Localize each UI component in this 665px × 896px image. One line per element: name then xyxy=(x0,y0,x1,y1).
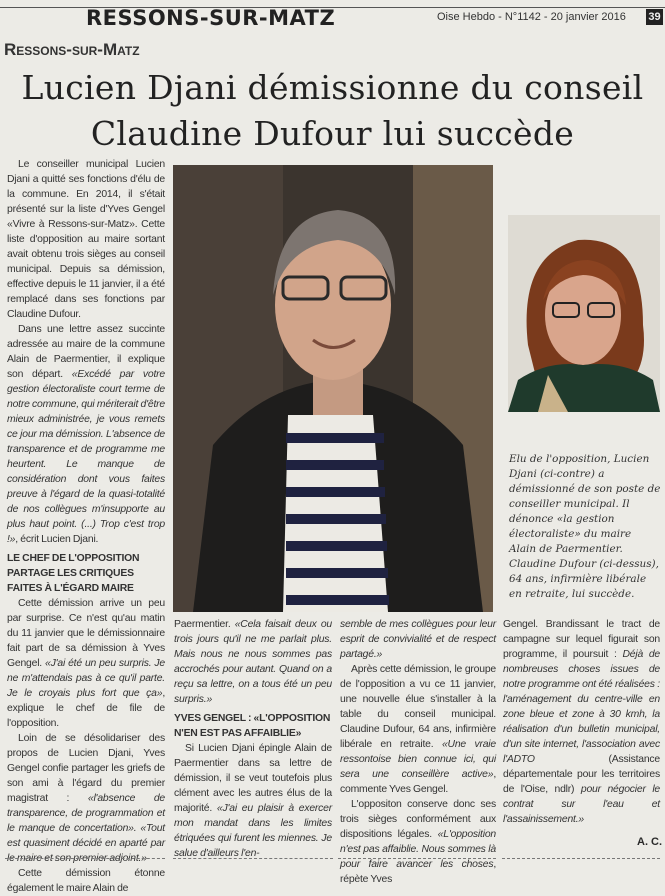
article-paragraph xyxy=(340,662,496,797)
quote-text: pour négocier le contrat sur l'eau et l'assainissement.» xyxy=(503,784,661,825)
section-title: RESSONS-SUR-MATZ xyxy=(86,6,336,30)
article-column-4 xyxy=(503,617,660,827)
article-paragraph xyxy=(7,157,165,322)
body-text: , répète Yves xyxy=(340,859,496,885)
quote-text: «Excédé par votre gestion électoraliste court terme de notre commune, qui mériterait d'être mieux administrée, je vous remets ce jour ma démission. L'absence de transparence et de programme me heurtent. Le manque de considération dont vous faites preuve à l'égard de la quasi-totalité de nos collègues m'insupporte au plus haut point. (...) Trop c'est trop !» xyxy=(7,369,165,545)
body-text: (Assistance départementale pour les territoires de l'Oise, ndlr) xyxy=(503,754,660,795)
column-divider xyxy=(338,858,496,859)
body-text: Loin de se désolidariser des propos de Lucien Djani, Yves Gengel confie partager les griefs de son ami à l'égard du premier magistrat : xyxy=(7,733,165,804)
quote-text: «Une vraie ressontoise bien connue ici, qui sera une conseillère active» xyxy=(340,739,496,780)
headline-line-1: Lucien Djani démissionne du conseil xyxy=(21,68,644,107)
column-divider xyxy=(173,858,333,859)
body-text: , commente Yves Gengel. xyxy=(340,769,496,795)
article-paragraph xyxy=(174,617,332,707)
photo-lucien-djani xyxy=(173,165,493,612)
article-paragraph xyxy=(503,617,660,827)
body-text: Après cette démission, le groupe de l'opposition a vu ce 11 janvier, une nouvelle élue s'installer à la table du conseil municipal. Claudine Dufour, 64 ans, infirmière libérale en retraite. xyxy=(340,664,496,750)
article-paragraph xyxy=(340,617,496,662)
quote-text: «Cela faisait deux ou trois jours qu'il ne me parlait plus. Mais nous ne nous sommes pas accrochés pour autant. Quand on a reçu sa lettre, on a tous été un peu surpris.» xyxy=(174,619,332,705)
article-paragraph xyxy=(340,797,496,887)
article-paragraph xyxy=(7,731,165,866)
body-text: Cette démission étonne également le maire Alain de xyxy=(7,868,165,894)
headline-line-2: Claudine Dufour lui succède xyxy=(90,114,575,153)
body-text: , explique le chef de file de l'opposition. xyxy=(7,688,165,729)
body-text: Le conseiller municipal Lucien Djani a quitté ses fonctions d'élu de la commune. En 2014, il s'était présenté sur la liste d'Yves Gengel «Vivre à Ressons-sur-Matz». Cette liste d'opposition au maire sortant avait obtenu trois sièges au conseil municipal. Depuis sa démission, effective depuis le 11 janvier, il a été remplacé dans ses fonctions par Claudine Dufour. xyxy=(7,159,165,320)
author-signature: A. C. xyxy=(637,836,663,848)
body-text: Cette démission arrive un peu par surprise. Ce n'est qu'au matin du 11 janvier que le démissionnaire fait part de sa démission à Yves Gengel. xyxy=(7,598,165,669)
article-column-3 xyxy=(340,617,496,887)
article-kicker: Ressons-sur-Matz xyxy=(4,40,140,59)
column-divider xyxy=(5,858,165,859)
section-heading: LE CHEF DE L'OPPOSITION PARTAGE LES CRITIQUES FAITES À L'ÉGARD MAIRE xyxy=(7,553,140,594)
quote-text: «l'absence de transparence, de programmation et le manque de concertation». «Tout est quasiment décidé en aparté par le maire et son premier adjoint.» xyxy=(7,793,165,864)
article-paragraph xyxy=(7,322,165,547)
body-text: L'oppositon conserve donc ses trois sièges conformément aux dispositions légales. xyxy=(340,799,496,840)
body-text: Paermentier. xyxy=(174,619,235,630)
article-column-1 xyxy=(7,157,165,896)
body-text: Dans une lettre assez succinte adressée au maire de la commune Alain de Paermentier, il explique son départ. xyxy=(7,324,165,380)
body-text: , écrit Lucien Djani. xyxy=(15,534,99,545)
column-divider xyxy=(502,858,660,859)
article-paragraph xyxy=(174,741,332,861)
page-number: 39 xyxy=(646,9,663,25)
photo-claudine-dufour xyxy=(508,215,660,412)
article-column-2 xyxy=(174,617,332,861)
quote-text: semble de mes collègues pour leur esprit de convivialité et de respect partagé.» xyxy=(340,619,496,660)
body-text: Si Lucien Djani épingle Alain de Paermentier dans sa lettre de démission, il se veut toutefois plus clément avec les autres élus de la majorité. xyxy=(174,743,332,814)
article-paragraph xyxy=(7,596,165,731)
photo-caption: Elu de l'opposition, Lucien Djani (ci-contre) a démissionné de son poste de conseiller municipal. Il dénonce «la gestion électoraliste» du maire Alain de Paermentier. Claudine Dufour (ci-dessus), 64 ans, infirmière libérale en retraite, lui succède. xyxy=(509,453,661,600)
issue-info: Oise Hebdo - N°1142 - 20 janvier 2016 xyxy=(437,11,626,23)
quote-text: Déjà de nombreuses choses issues de notre programme ont été réalisées : l'aménagement du centre-ville en zone bleue et zone à 30 kmh, la réalisation d'un bulletin municipal, d'un site internet, l'association avec l'ADTO xyxy=(503,649,660,765)
quote-text: «J'ai été un peu surpris. Je ne m'attendais pas à ce qu'il parte. Je le croyais plus fort que ça» xyxy=(7,658,165,699)
quote-text: «J'ai eu plaisir à exercer mon mandat dans les limites étriquées qui furent les miennes. Je salue d'ailleurs l'en- xyxy=(174,803,332,859)
body-text: Gengel. Brandissant le tract de campagne sur lequel figurait son programme, il poursuit : xyxy=(503,619,660,660)
section-heading: YVES GENGEL : «L'OPPOSITION N'EN EST PAS AFFAIBLIE» xyxy=(174,713,331,739)
article-paragraph xyxy=(7,866,165,896)
quote-text: «L'opposition n'est pas affaiblie. Nous sommes là pour faire avancer les choses xyxy=(340,829,496,870)
